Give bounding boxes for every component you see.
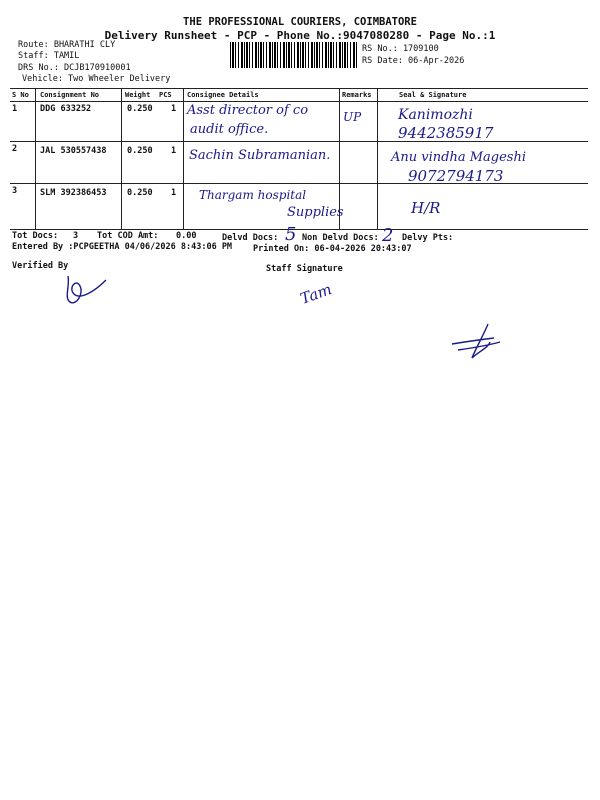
printed-on: Printed On: 06-04-2026 20:43:07 [253,244,412,254]
row2-seal-phone: 9072794173 [408,167,504,185]
tot-docs-label: Tot Docs: [12,231,59,241]
col-header-weight: Weight [125,91,151,99]
tot-cod-value: 0.00 [176,231,197,241]
row1-sno: 1 [12,104,18,114]
row3-weight: 0.250 [127,188,153,198]
row2-consignee-hand: Sachin Subramanian. [189,148,331,163]
row1-seal-name: Kanimozhi [398,107,473,123]
table-top-line [10,88,588,89]
rs-number: RS No.: 1709100 [362,44,439,54]
row3-consignee-hand: Thargam hospital [199,188,307,202]
row2-weight: 0.250 [127,146,153,156]
delvy-pts-label: Delvy Pts: [402,233,454,243]
row1-pcs: 1 [171,104,177,114]
non-delvd-hand: 2 [382,225,394,246]
staff-signature-hand: Tam [297,280,335,308]
row1-consignee-hand: Asst director of co [187,103,309,118]
non-delvd-label: Non Delvd Docs: [302,233,379,243]
company-title: THE PROFESSIONAL COURIERS, COIMBATORE [183,16,417,28]
col-header-remarks: Remarks [342,91,372,99]
row3-pcs: 1 [171,188,177,198]
table-header-line [10,101,588,102]
col-header-sno: S No [12,91,29,99]
row1-consignment: DDG 633252 [40,104,92,114]
row1-seal-phone: 9442385917 [398,124,494,142]
drs-number: DRS No.: DCJB170910001 [18,63,131,73]
vehicle-label: Vehicle: Two Wheeler Delivery [22,74,171,84]
col-header-seal: Seal & Signature [399,91,467,99]
col-divider [35,88,36,229]
row2-pcs: 1 [171,146,177,156]
row1-consignee-hand-line2: audit office. [190,122,269,137]
row1-remarks-hand: UP [343,110,362,124]
staff-label: Staff: TAMIL [18,51,80,61]
row2-consignment: JAL 530557438 [40,146,107,156]
col-header-consignment: Consignment No [40,91,100,99]
row2-sno: 2 [12,144,18,154]
staff-signature-label: Staff Signature [266,264,343,274]
row3-consignee-hand-line2: Supplies [287,205,344,220]
runsheet-title: Delivery Runsheet - PCP - Phone No.:9047080280 - Page No.:1 [104,29,496,42]
row3-consignment: SLM 392386453 [40,188,107,198]
rs-date: RS Date: 06-Apr-2026 [362,56,465,66]
table-bottom-line [10,229,588,230]
row2-seal-name: Anu vindha Mageshi [391,150,526,165]
verified-signature [60,268,120,308]
col-divider [377,88,378,229]
route-label: Route: BHARATHI CLY [18,40,116,50]
row1-weight: 0.250 [127,104,153,114]
verified-by-label: Verified By [12,261,69,271]
barcode [230,42,358,68]
tot-cod-label: Tot COD Amt: [97,231,159,241]
right-signature [448,318,508,364]
row3-sno: 3 [12,186,18,196]
col-header-consignee: Consignee Details [187,91,259,99]
col-divider [121,88,122,229]
entered-by: Entered By :PCPGEETHA 04/06/2026 8:43:06 PM [12,242,233,252]
delvd-docs-label: Delvd Docs: [222,233,279,243]
col-header-pcs: PCS [159,91,172,99]
row-divider [10,141,588,142]
tot-docs-value: 3 [73,231,79,241]
row3-seal-hand: H/R [411,199,441,217]
col-divider [183,88,184,229]
delvd-docs-hand: 5 [285,224,297,245]
